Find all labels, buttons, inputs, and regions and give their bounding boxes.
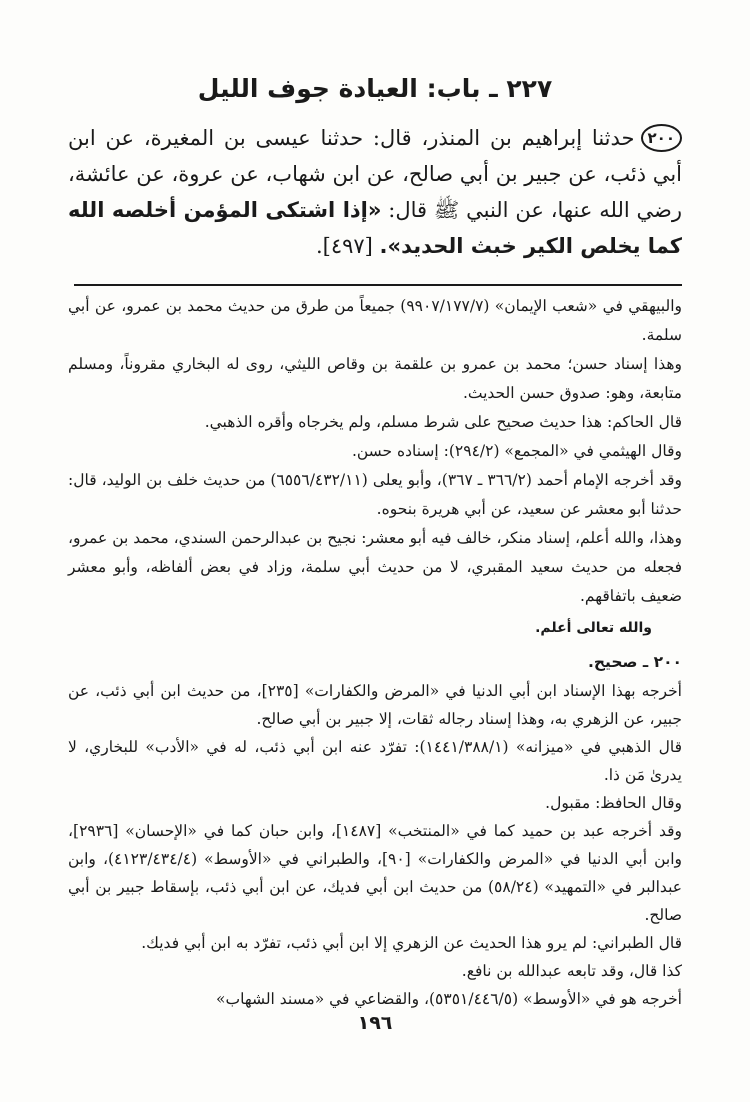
page-number: ١٩٦: [357, 1012, 393, 1034]
takhrij-paragraph: أخرجه بهذا الإسناد ابن أبي الدنيا في «المرض والكفارات» [٢٣٥]، من حديث ابن أبي ذئب، عن جبير، عن الزهري به، وهذا إسناد رجاله ثقات، إلا جبير بن أبي صالح.: [68, 682, 682, 728]
note-paragraph: وهذا إسناد حسن؛ محمد بن عمرو بن علقمة بن وقاص الليثي، روى له البخاري مقروناً، ومسلم متابعة، وهو: صدوق حسن الحديث.: [68, 355, 682, 402]
footnotes-previous: [68, 292, 682, 645]
hadith-matn: «إذا اشتكى المؤمن أخلصه الله كما يخلص الكير خبث الحديد».: [68, 198, 682, 258]
takhrij-paragraph: قال الطبراني: لم يرو هذا الحديث عن الزهري إلا ابن أبي ذئب، تفرّد به ابن أبي فديك.: [141, 934, 682, 952]
takhrij-paragraph: كذا قال، وقد تابعه عبدالله بن نافع.: [461, 962, 682, 980]
note-closing: والله تعالى أعلم.: [535, 620, 652, 636]
footnote-divider: [74, 284, 682, 286]
hadith-reference: [٤٩٧].: [315, 234, 373, 258]
hadith-number-badge: ٢٠٠: [641, 124, 682, 152]
note-paragraph: والبيهقي في «شعب الإيمان» (٩٩٠٧/١٧٧/٧) جميعاً من طرق من حديث محمد بن عمرو، عن أبي سلمة.: [68, 297, 682, 344]
takhrij-section: [68, 647, 682, 1013]
note-paragraph: وقال الهيثمي في «المجمع» (٢٩٤/٢): إسناده حسن.: [351, 442, 682, 460]
takhrij-paragraph: وقد أخرجه عبد بن حميد كما في «المنتخب» [١٤٨٧]، وابن حبان كما في «الإحسان» [٢٩٣٦]، وابن أبي الدنيا في «المرض والكفارات» [٩٠]، والطبراني في «الأوسط» (٤١٢٣/٤٣٤/٤)، وابن عبدالبر في «التمهيد» (٥٨/٢٤) من حديث ابن أبي فديك، عن ابن أبي ذئب، بإسقاط جبير بن أبي صالح.: [68, 822, 682, 924]
takhrij-heading: ٢٠٠ ـ صحيح.: [587, 653, 682, 671]
takhrij-paragraph: قال الذهبي في «ميزانه» (١٤٤١/٣٨٨/١): تفرّد عنه ابن أبي ذئب، له في «الأدب» للبخاري، لا يدرىٰ مَن ذا.: [68, 738, 682, 784]
takhrij-paragraph: وقال الحافظ: مقبول.: [545, 794, 682, 812]
takhrij-paragraph: أخرجه هو في «الأوسط» (٥٣٥١/٤٤٦/٥)، والقضاعي في «مسند الشهاب»: [216, 990, 682, 1008]
note-paragraph: وقد أخرجه الإمام أحمد (٣٦٦/٢ ـ ٣٦٧)، وأبو يعلى (٦٥٥٦/٤٣٢/١١) من حديث خلف بن الوليد، قال: حدثنا أبو معشر عن سعيد، عن أبي هريرة بنحوه.: [68, 471, 682, 518]
hadith-isnad: حدثنا إبراهيم بن المنذر، قال: حدثنا عيسى بن المغيرة، عن ابن أبي ذئب، عن جبير بن أبي صالح، عن ابن شهاب، عن عروة، عن عائشة، رضي الله عنها، عن النبي ﷺ قال:: [68, 126, 682, 222]
chapter-title: ٢٢٧ ـ باب: العيادة جوف الليل: [197, 74, 553, 103]
note-paragraph: وهذا، والله أعلم، إسناد منكر، خالف فيه أبو معشر: نجيح بن عبدالرحمن السندي، محمد بن عمرو، فجعله من حديث سعيد المقبري، لا من حديث أبي سلمة، وزاد في بعض ألفاظه، وأبو معشر ضعيف باتفاقهم.: [68, 529, 682, 605]
note-paragraph: قال الحاكم: هذا حديث صحيح على شرط مسلم، ولم يخرجاه وأقره الذهبي.: [204, 413, 682, 431]
hadith-text: [68, 120, 682, 264]
